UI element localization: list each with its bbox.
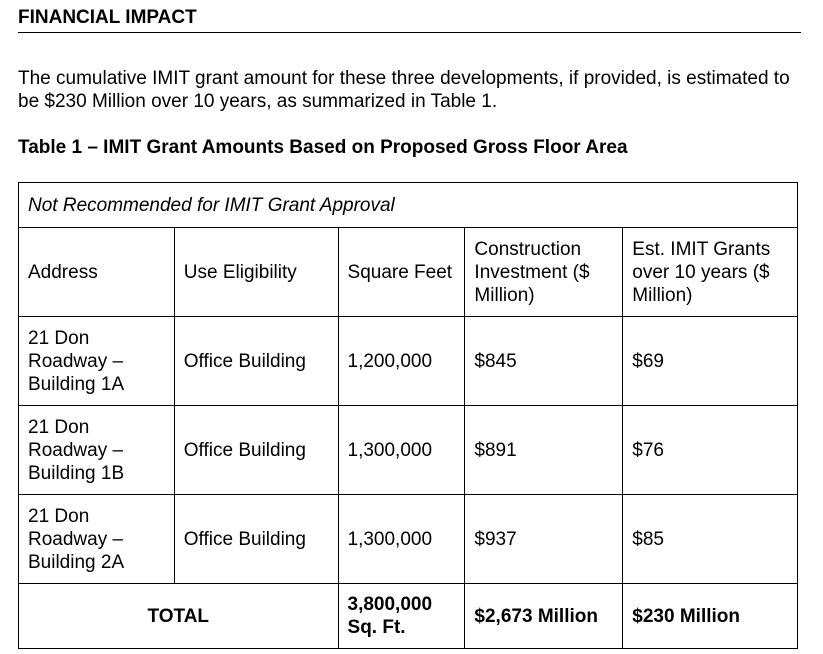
cell-construction-investment: $845 [465, 317, 623, 406]
cell-square-feet: 1,300,000 [338, 406, 465, 495]
table-row [19, 406, 798, 495]
cell-address: 21 Don Roadway – Building 2A [19, 495, 175, 584]
cell-address: 21 Don Roadway – Building 1B [19, 406, 175, 495]
cell-construction-investment: $891 [465, 406, 623, 495]
cell-construction-investment: $937 [465, 495, 623, 584]
table-note-row [19, 183, 798, 228]
cell-use-eligibility: Office Building [174, 317, 338, 406]
imit-grant-table [18, 182, 798, 649]
total-construction-investment: $2,673 Million [465, 584, 623, 649]
table-total-row [19, 584, 798, 649]
total-est-imit-grants: $230 Million [623, 584, 798, 649]
table-row [19, 317, 798, 406]
cell-square-feet: 1,300,000 [338, 495, 465, 584]
summary-paragraph: The cumulative IMIT grant amount for these three developments, if provided, is estimated to be $230 Million over 10 years, as summarized in Table 1. [18, 68, 790, 112]
header-square-feet: Square Feet [338, 228, 465, 317]
header-address: Address [19, 228, 175, 317]
table-note: Not Recommended for IMIT Grant Approval [19, 183, 798, 228]
cell-est-imit-grants: $85 [623, 495, 798, 584]
table-caption: Table 1 – IMIT Grant Amounts Based on Proposed Gross Floor Area [18, 137, 628, 158]
table-header-row [19, 228, 798, 317]
total-label: TOTAL [19, 584, 339, 649]
total-square-feet: 3,800,000 Sq. Ft. [338, 584, 465, 649]
header-est-imit-grants: Est. IMIT Grants over 10 years ($ Million) [623, 228, 798, 317]
cell-est-imit-grants: $76 [623, 406, 798, 495]
cell-square-feet: 1,200,000 [338, 317, 465, 406]
header-construction-investment: Construction Investment ($ Million) [465, 228, 623, 317]
cell-use-eligibility: Office Building [174, 406, 338, 495]
cell-address: 21 Don Roadway – Building 1A [19, 317, 175, 406]
section-heading: FINANCIAL IMPACT [18, 7, 197, 28]
heading-rule [18, 32, 801, 33]
cell-use-eligibility: Office Building [174, 495, 338, 584]
table-row [19, 495, 798, 584]
header-use-eligibility: Use Eligibility [174, 228, 338, 317]
cell-est-imit-grants: $69 [623, 317, 798, 406]
